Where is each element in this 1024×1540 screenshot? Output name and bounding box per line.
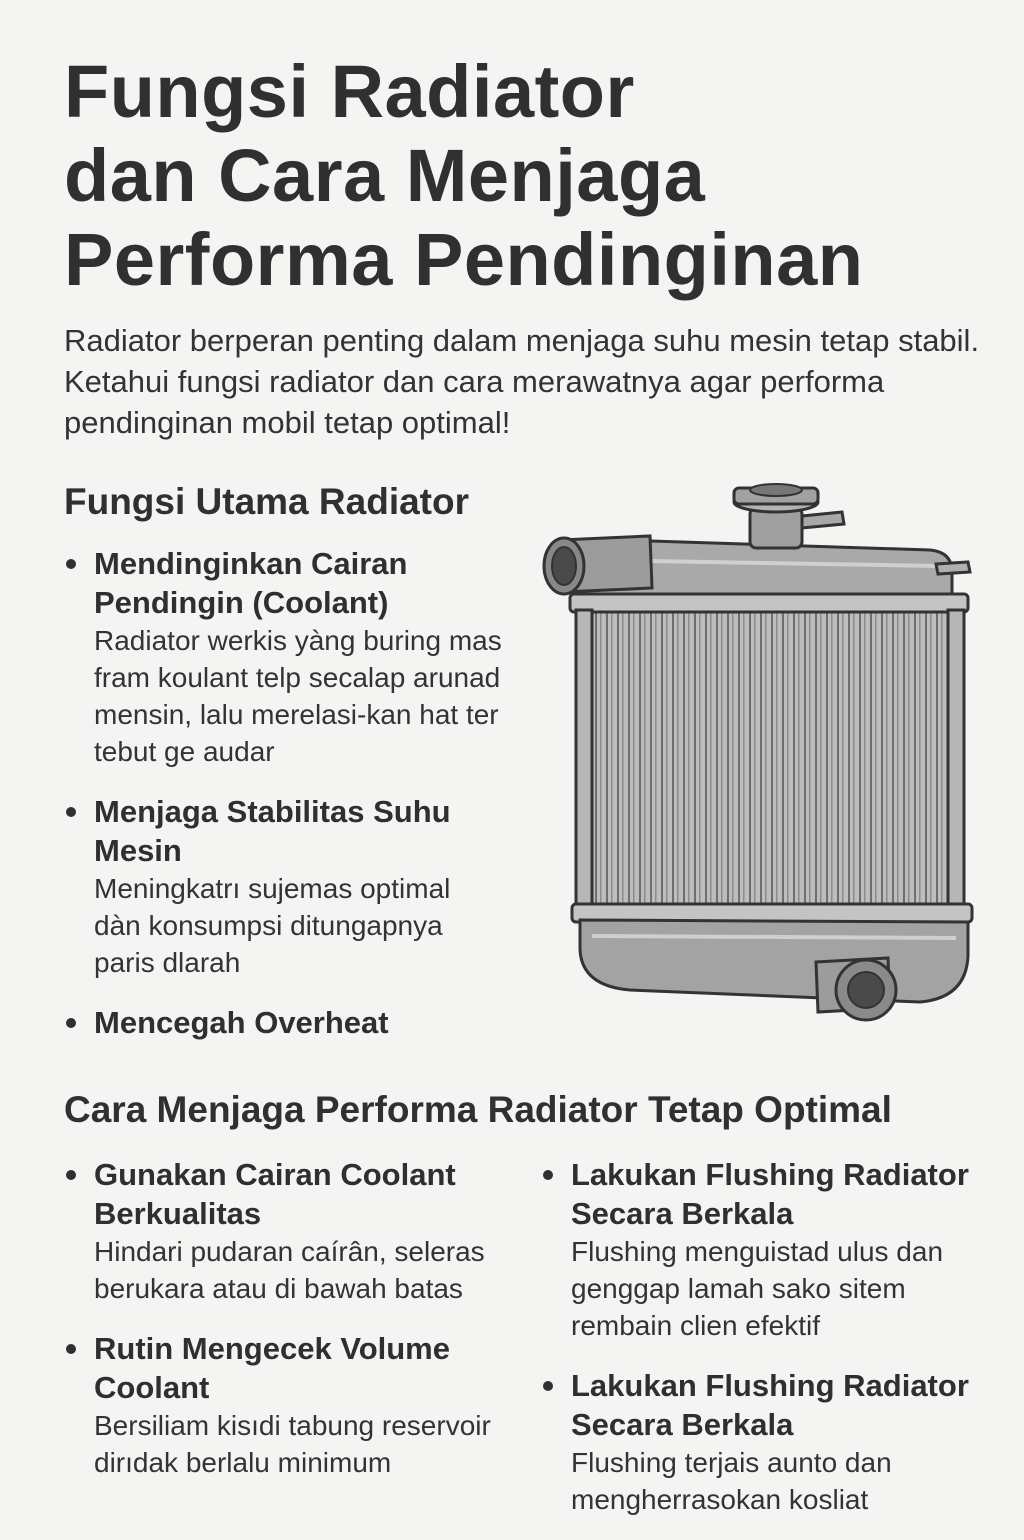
list-item-desc: Meningkatrı sujemas optimal dàn konsumpsi ditungapnya paris dlarah (94, 873, 451, 978)
section-heading-fungsi: Fungsi Utama Radiator (64, 481, 469, 522)
cara-list-left (64, 1155, 524, 1503)
page-title (64, 50, 964, 302)
list-item (64, 544, 504, 770)
list-item-title: Mendinginkan Cairan Pendingin (Coolant) (94, 546, 408, 620)
cara-list-right (541, 1155, 1001, 1540)
list-item-title: Menjaga Stabilitas Suhu Mesin (94, 794, 451, 868)
bullet-icon (543, 1170, 553, 1180)
list-item-desc: Hindari pudaran caírân, seleras berukara atau di bawah batas (94, 1236, 485, 1304)
radiator-icon (540, 480, 980, 1040)
list-item-title: Lakukan Flushing Radiator Secara Berkala (571, 1368, 969, 1442)
bullet-icon (66, 559, 76, 569)
list-item (64, 1155, 524, 1307)
bullet-icon (66, 807, 76, 817)
list-item-desc: Flushing menguistad ulus dan genggap lamah sako sitem rembain clien efektif (571, 1236, 944, 1341)
bullet-icon (66, 1018, 76, 1028)
title-line-3: Performa Pendinginan (64, 218, 864, 301)
list-item-desc: Bersiliam kisıdi tabung reservoir dirıdak berlalu minimum (94, 1410, 491, 1478)
list-item (64, 1003, 504, 1042)
list-item-title: Gunakan Cairan Coolant Berkualitas (94, 1157, 456, 1231)
list-item-title: Rutin Mengecek Volume Coolant (94, 1331, 450, 1405)
list-item-desc: Radiator werkis yàng buring mas fram koulant telp secalap arunad mensin, lalu merelasi-kan hat ter tebut ge audar (94, 625, 502, 767)
bullet-icon (543, 1381, 553, 1391)
section-heading-cara: Cara Menjaga Performa Radiator Tetap Optimal (64, 1089, 892, 1130)
list-item-title: Lakukan Flushing Radiator Secara Berkala (571, 1157, 969, 1231)
list-item (541, 1366, 1001, 1518)
intro-paragraph: Radiator berperan penting dalam menjaga suhu mesin tetap stabil. Ketahui fungsi radiator dan cara merawatnya agar performa pendinginan mobil tetap optimal! (64, 323, 980, 440)
list-item (541, 1155, 1001, 1344)
list-item-desc: Flushing terjais aunto dan mengherrasokan kosliat (571, 1447, 892, 1515)
bullet-icon (66, 1170, 76, 1180)
title-line-1: Fungsi Radiator (64, 50, 635, 133)
list-item (64, 1329, 524, 1481)
list-item (64, 792, 504, 981)
bullet-icon (66, 1344, 76, 1354)
title-line-2: dan Cara Menjaga (64, 134, 706, 217)
list-item-title: Mencegah Overheat (94, 1005, 389, 1040)
fungsi-list (64, 544, 504, 1064)
